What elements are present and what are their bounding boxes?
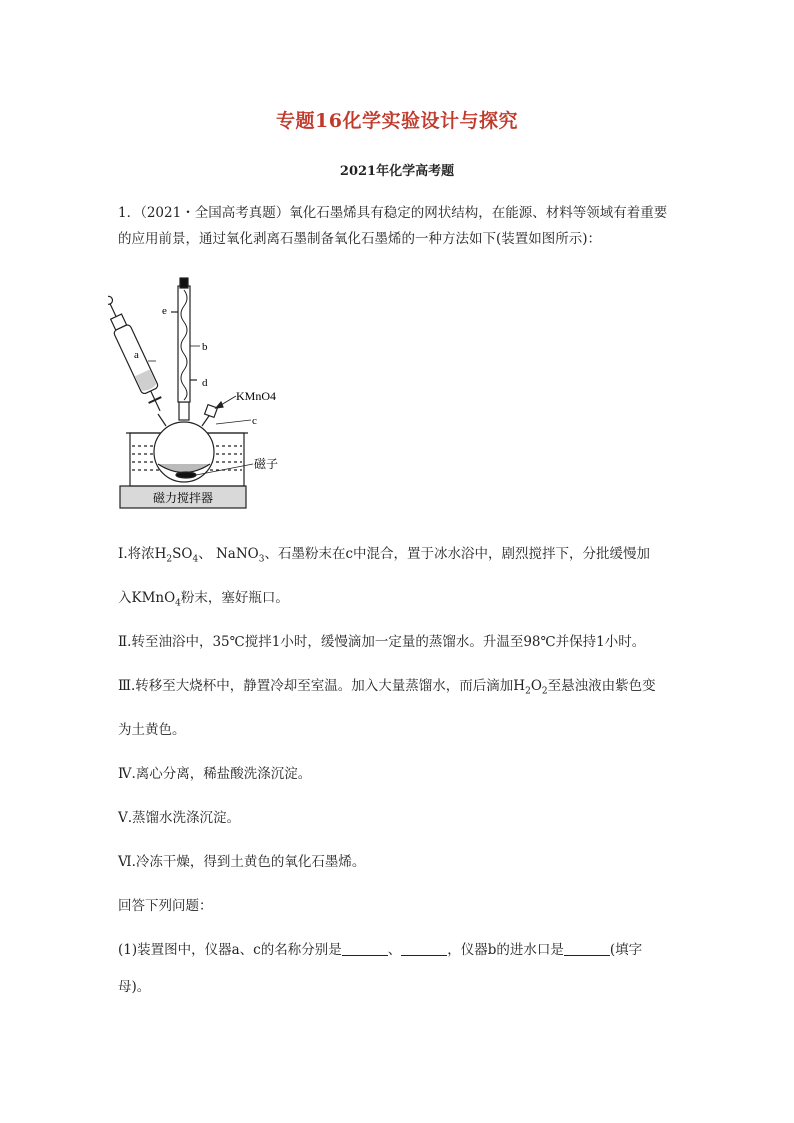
subscript: 2 <box>525 686 531 697</box>
subscript: 2 <box>166 554 173 565</box>
label-d: d <box>202 377 208 389</box>
text-run: Ⅲ.转移至大烧杯中，静置冷却至室温。加入大量蒸馏水，而后滴加H <box>118 678 526 694</box>
sub-question-1 <box>118 928 688 972</box>
apparatus-figure <box>108 276 308 516</box>
step-6: Ⅵ.冷冻干燥，得到土黄色的氧化石墨烯。 <box>118 854 366 870</box>
sub-question-1-cont <box>118 974 688 1000</box>
subscript: 2 <box>541 686 548 697</box>
text-run: SO <box>172 546 193 562</box>
step-1-line-2 <box>118 576 688 620</box>
text-run: O <box>530 678 542 694</box>
text-run: 、 NaNO <box>198 546 259 562</box>
step-3-line-1 <box>118 664 688 708</box>
intro-line-1: 1．（2021・全国高考真题）氧化石墨烯具有稳定的网状结构，在能源、材料等领域有着重要 <box>118 205 668 221</box>
step-2: Ⅱ.转至油浴中，35℃搅拌1小时，缓慢滴加一定量的蒸馏水。升温至98℃并保持1小时。 <box>118 634 646 650</box>
answer-prompt: 回答下列问题： <box>118 898 213 914</box>
label-b: b <box>202 341 208 353</box>
text-run: 、 <box>387 942 402 958</box>
answer-blank-inlet[interactable] <box>564 941 610 956</box>
text-run: ，仪器b的进水口是 <box>447 942 564 958</box>
text-run: Ⅰ.将浓H <box>118 546 167 562</box>
text-run: 粉末，塞好瓶口。 <box>180 590 289 606</box>
intro-line-2: 的应用前景，通过氧化剥离石墨制备氧化石墨烯的一种方法如下(装置如图所示)： <box>118 231 602 247</box>
answer-blank-c[interactable] <box>401 941 447 956</box>
question-intro <box>118 200 688 252</box>
step-3-line-2: 为土黄色。 <box>118 722 186 738</box>
subscript: 4 <box>192 554 199 565</box>
answer-blank-a[interactable] <box>342 941 388 956</box>
step-5: Ⅴ.蒸馏水洗涤沉淀。 <box>118 810 241 826</box>
subscript: 4 <box>175 598 181 609</box>
label-e: e <box>162 305 167 317</box>
label-a: a <box>134 349 139 361</box>
section-subtitle: 2021年化学高考题 <box>339 164 455 179</box>
label-c: c <box>252 415 257 427</box>
page-title: 专题16化学实验设计与探究 <box>276 110 518 132</box>
sub-question-1-line-2: 母)。 <box>118 979 151 995</box>
text-run: (填字 <box>609 942 643 958</box>
text-run: 入KMnO <box>118 590 176 606</box>
label-magnetic-stirrer: 磁力搅拌器 <box>152 491 214 505</box>
procedure-steps <box>118 532 688 972</box>
text-run: 、石墨粉末在c中混合，置于冰水浴中，剧烈搅拌下，分批缓慢加 <box>264 546 651 562</box>
subscript: 3 <box>258 554 265 565</box>
text-run: 至悬浊液由紫色变 <box>547 678 656 694</box>
text-run: (1)装置图中，仪器a、c的名称分别是 <box>118 942 342 958</box>
step-4: Ⅳ.离心分离，稀盐酸洗涤沉淀。 <box>118 766 312 782</box>
step-1-line-1 <box>118 532 688 576</box>
label-stir-bar: 磁子 <box>254 457 279 471</box>
label-kmno4: KMnO4 <box>236 389 277 403</box>
